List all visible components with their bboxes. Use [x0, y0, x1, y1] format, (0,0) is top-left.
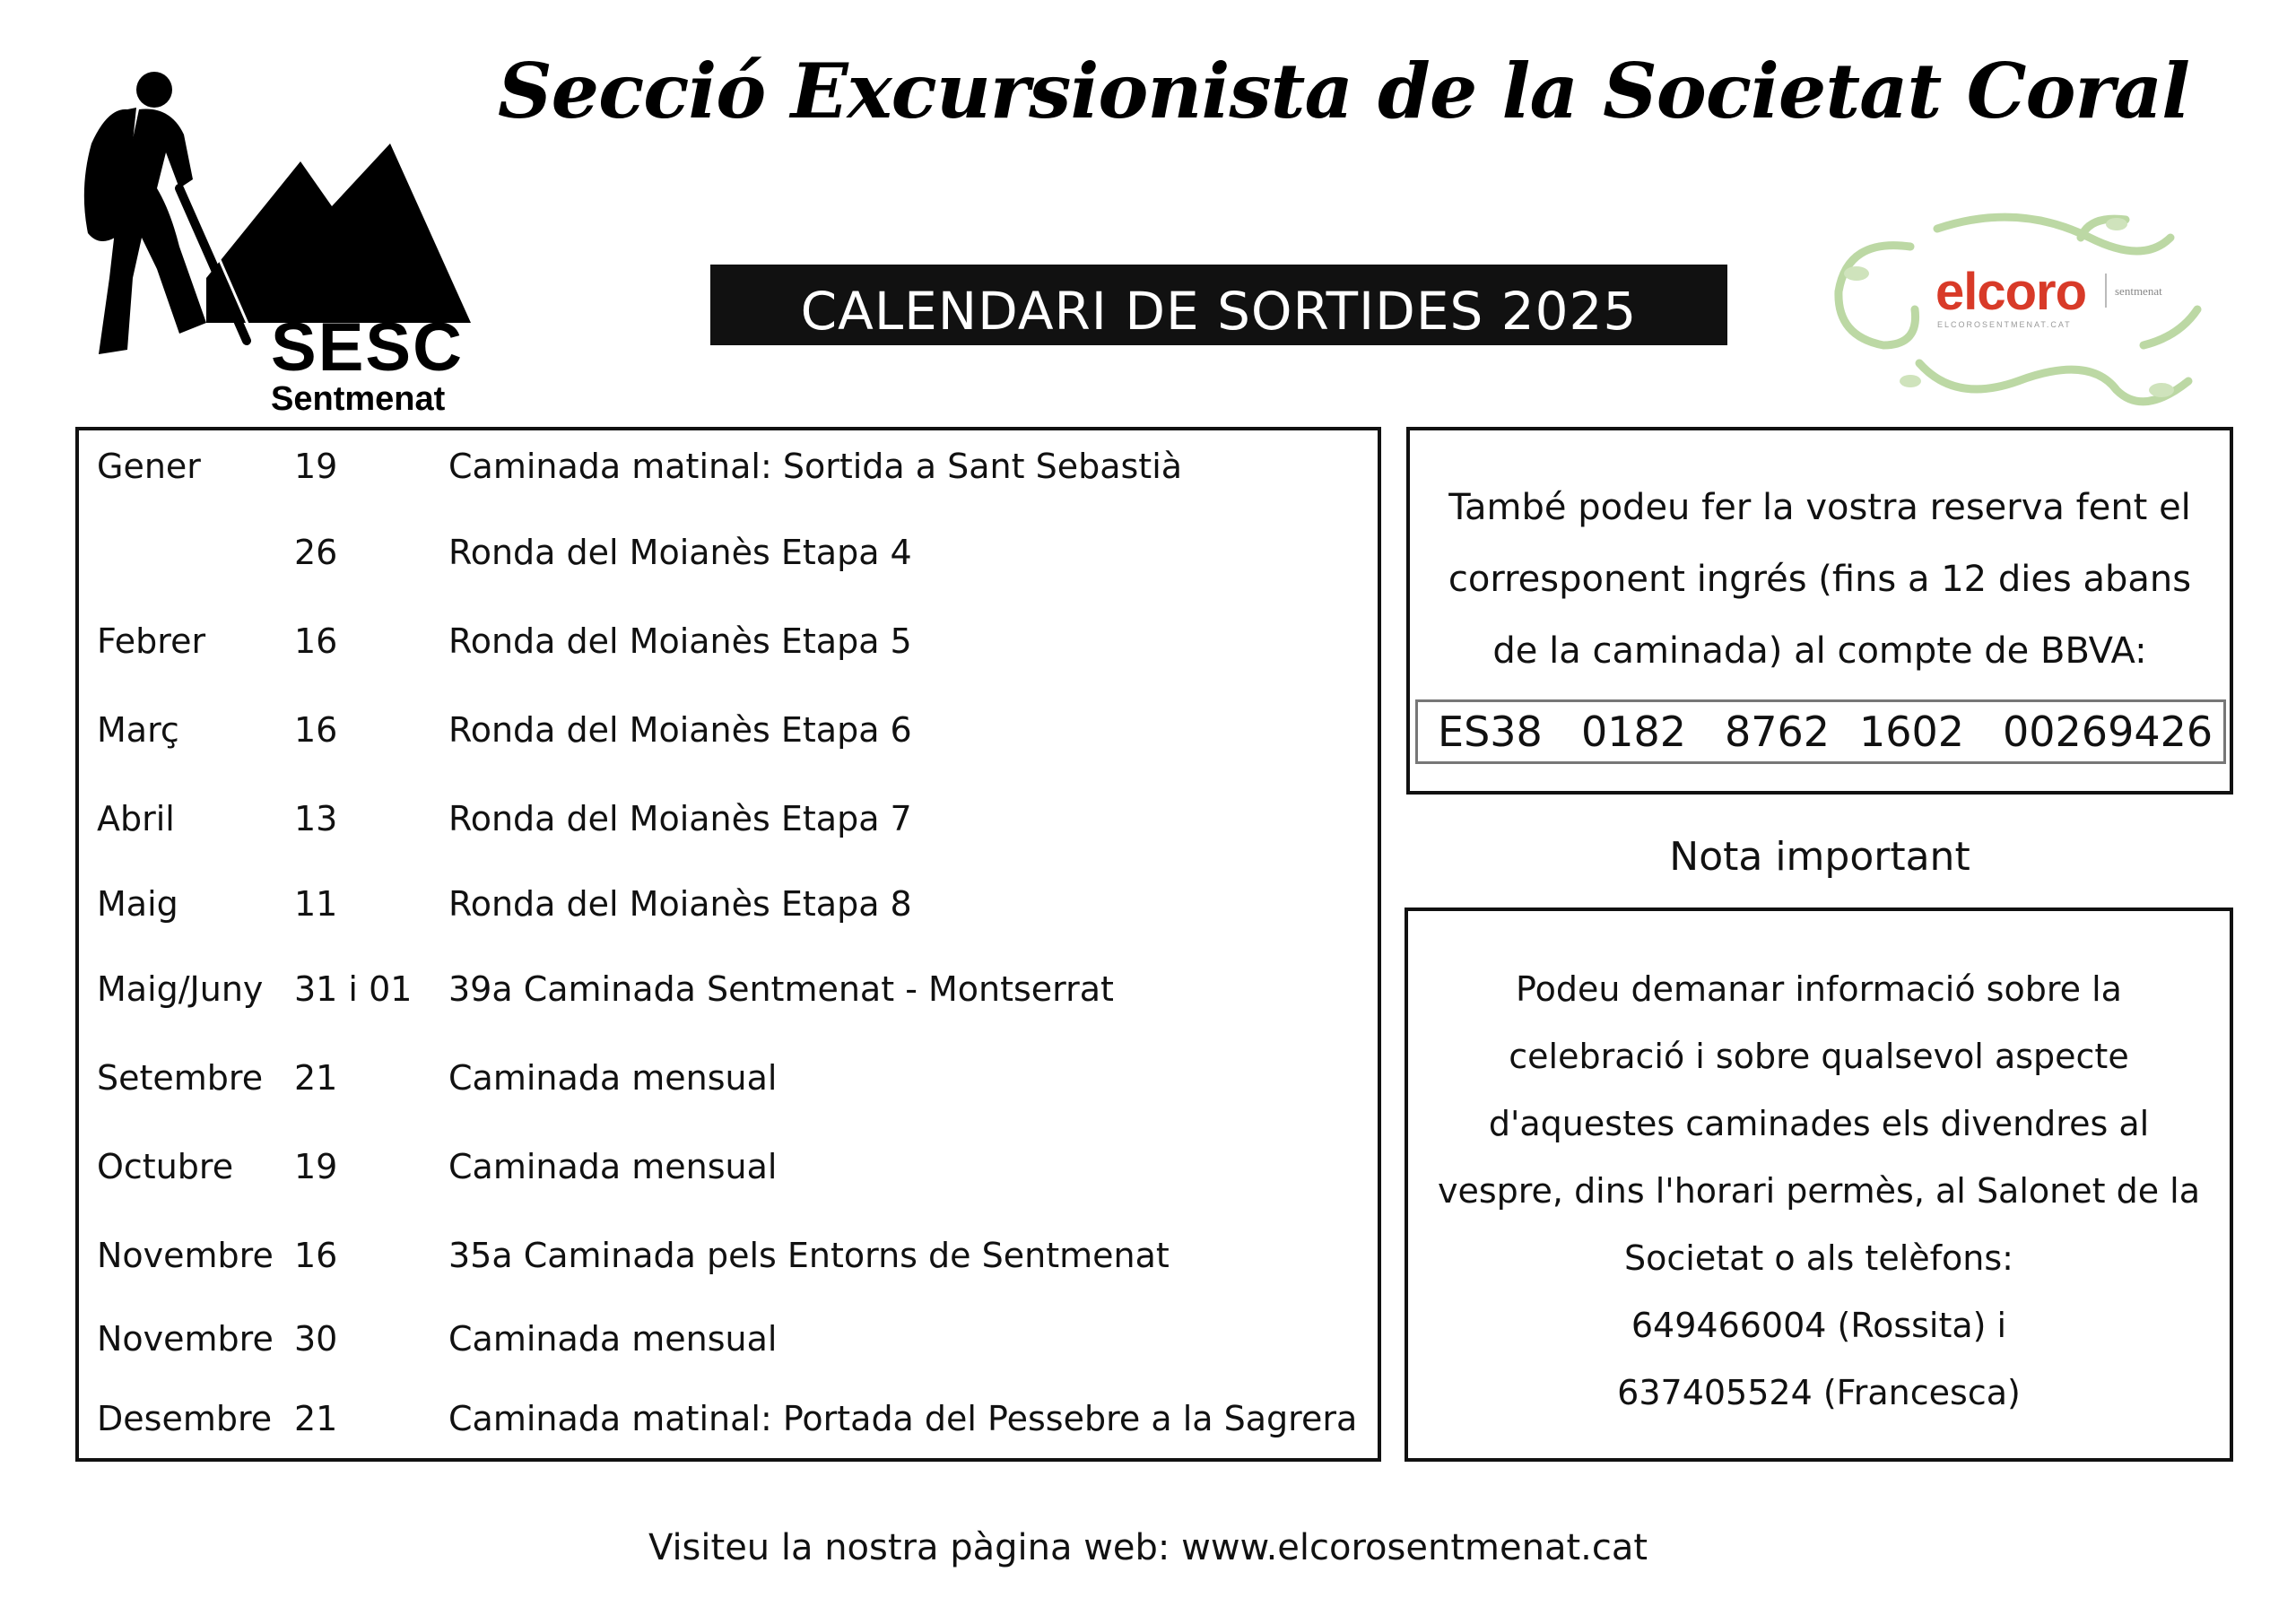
calendar-event: 35a Caminada pels Entorns de Sentmenat	[448, 1236, 1170, 1275]
calendar-event: Caminada matinal: Sortida a Sant Sebastià	[448, 447, 1183, 486]
calendar-event: Caminada mensual	[448, 1058, 778, 1098]
calendar-event: Ronda del Moianès Etapa 5	[448, 621, 912, 661]
iban-part: ES38	[1438, 708, 1543, 756]
calendar-event: Caminada mensual	[448, 1147, 778, 1186]
calendar-month: Gener	[97, 447, 201, 486]
note-title: Nota important	[1669, 834, 1970, 880]
info-text	[1417, 956, 2221, 1427]
calendar-month: Setembre	[97, 1058, 264, 1098]
info-line: celebració i sobre qualsevol aspecte	[1509, 1037, 2129, 1076]
calendar-row	[79, 1229, 1378, 1282]
calendar-row	[79, 1140, 1378, 1194]
calendar-row	[79, 614, 1378, 668]
calendar-table	[75, 427, 1381, 1462]
calendar-month: Octubre	[97, 1147, 234, 1186]
calendar-row	[79, 1392, 1378, 1446]
iban-part: 00269426	[2003, 708, 2213, 756]
iban-account	[1415, 699, 2226, 764]
calendar-month: Novembre	[97, 1236, 274, 1275]
calendar-event: Ronda del Moianès Etapa 7	[448, 799, 912, 838]
page-title: Secció Excursionista de la Societat Coral	[498, 47, 2190, 135]
calendar-event: Ronda del Moianès Etapa 8	[448, 884, 912, 924]
calendar-day: 11	[294, 884, 338, 924]
calendar-month: Maig/Juny	[97, 969, 264, 1009]
calendar-day: 13	[294, 799, 338, 838]
calendar-day: 16	[294, 1236, 338, 1275]
calendar-row	[79, 962, 1378, 1016]
calendar-banner-text: CALENDARI DE SORTIDES 2025	[800, 281, 1638, 342]
calendar-banner	[710, 265, 1727, 345]
calendar-row	[79, 1051, 1378, 1105]
calendar-month: Abril	[97, 799, 175, 838]
calendar-row	[79, 1312, 1378, 1366]
calendar-event: Caminada matinal: Portada del Pessebre a la Sagrera	[448, 1399, 1358, 1438]
sesc-logo-text: SESC	[271, 309, 464, 386]
elcoro-town: sentmenat	[2115, 284, 2162, 298]
calendar-row	[79, 439, 1378, 493]
calendar-month: Març	[97, 710, 179, 750]
iban-part: 0182	[1581, 708, 1687, 756]
info-box	[1405, 908, 2233, 1462]
calendar-day: 21	[294, 1399, 338, 1438]
calendar-day: 16	[294, 621, 338, 661]
reservation-text	[1419, 472, 2221, 687]
calendar-month: Maig	[97, 884, 178, 924]
calendar-month: Desembre	[97, 1399, 273, 1438]
info-line: Societat o als telèfons:	[1624, 1238, 2013, 1278]
calendar-event: Ronda del Moianès Etapa 6	[448, 710, 912, 750]
elcoro-url: ELCOROSENTMENAT.CAT	[1937, 320, 2072, 329]
calendar-row	[79, 525, 1378, 579]
reservation-line: de la caminada) al compte de BBVA:	[1492, 630, 2147, 672]
reservation-line: També podeu fer la vostra reserva fent el	[1448, 487, 2191, 528]
reservation-box	[1406, 427, 2233, 795]
calendar-row	[79, 877, 1378, 931]
calendar-month: Febrer	[97, 621, 206, 661]
iban-part: 8762	[1725, 708, 1831, 756]
reservation-line: corresponent ingrés (fins a 12 dies abans	[1448, 559, 2192, 600]
calendar-day: 19	[294, 447, 338, 486]
calendar-event: Caminada mensual	[448, 1319, 778, 1359]
calendar-row	[79, 792, 1378, 846]
calendar-event: 39a Caminada Sentmenat - Montserrat	[448, 969, 1114, 1009]
info-line: Podeu demanar informació sobre la	[1516, 969, 2122, 1009]
calendar-day: 21	[294, 1058, 338, 1098]
info-line: vespre, dins l'horari permès, al Salonet de la	[1437, 1171, 2201, 1211]
calendar-row	[79, 703, 1378, 757]
calendar-month: Novembre	[97, 1319, 274, 1359]
calendar-day: 30	[294, 1319, 338, 1359]
calendar-day: 31 i 01	[294, 969, 413, 1009]
sesc-logo	[72, 54, 484, 421]
elcoro-logo	[1821, 211, 2206, 408]
calendar-day: 26	[294, 533, 338, 572]
sesc-logo-subtext: Sentmenat	[271, 380, 446, 418]
iban-part: 1602	[1859, 708, 1965, 756]
phone-francesca: 637405524 (Francesca)	[1617, 1373, 2021, 1412]
calendar-day: 16	[294, 710, 338, 750]
calendar-day: 19	[294, 1147, 338, 1186]
website-footer: Visiteu la nostra pàgina web: www.elcorosentmenat.cat	[648, 1527, 1648, 1568]
phone-rossita: 649466004 (Rossita) i	[1631, 1306, 2007, 1345]
elcoro-wordmark: elcoro	[1935, 263, 2087, 321]
calendar-event: Ronda del Moianès Etapa 4	[448, 533, 912, 572]
info-line: d'aquestes caminades els divendres al	[1488, 1104, 2150, 1143]
